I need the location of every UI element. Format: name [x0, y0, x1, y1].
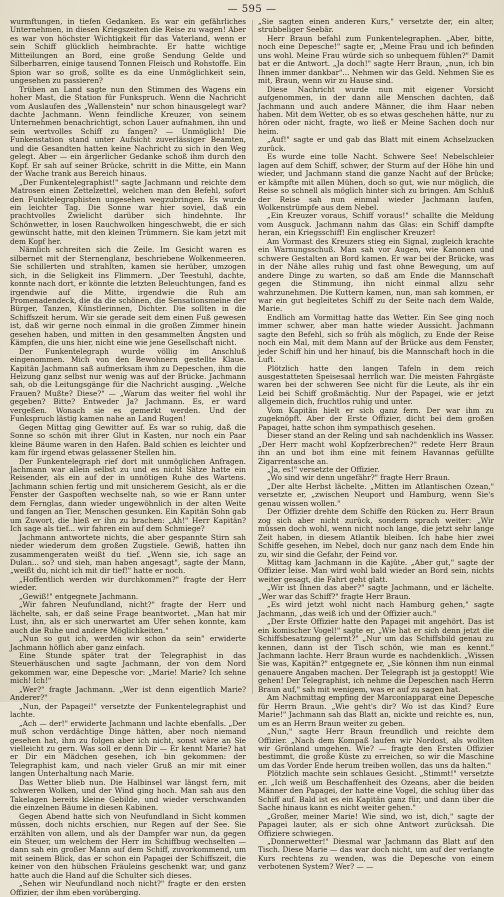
- paragraph: Eine Stunde später trat der Telegraphist in das Steuerhäuschen und sagte Jachmann, der von dem Nord gekommen war, eine Depesche vor: „Marie! Marie? Ich sehne mich! Ich!": [10, 650, 246, 686]
- paragraph: Trüben an Land sagte nun den Stimmen des Wagens ein hoher Mast, die Station für Funkspruch. Wenn die Nachricht vom Auslaufen des „Wallenstein" nur schon hinausgelegt war? dachte Jachmann. Wenn feindliche Kreuzer, von seinem Unternehmen benachrichtigt, schon Lauer aufnahmen, ihn und sein wertvolles Schiff zu fangen? — Unmöglich! Die Funkenstation stand unter Aufsicht zuverlässiger Beamten, und die Gesandten hatten keine Nachricht zu sich in den Weg gelegt. Aber — ein ärgerlicher Gedanke schoß ihm durch den Kopf. Er sah auf seiner Brücke, schritt in die Mitte, ein Mann der Wache trank aus Bereich hinaus.: [10, 84, 246, 179]
- paragraph: Plötzlich machte sein schlaues Gesicht. „Stimmt!" versetzte er. „Ich weiß um Beschaffenheit des Ozeans, aber die beiden Männer den Papagei, der hatte eine Vogel, die schlug über das Schiff auf. Bald ist es ein Kapitän ganz für, und dann über die Sache hinaus kann es nicht weiter gehen.": [258, 769, 494, 813]
- paragraph: „Gewiß!" entgegnete Jachmann.: [19, 591, 139, 601]
- paragraph: Der Funkentelegraph wurde völlig im Anschluß eingenommen. Mich von den Bewohnern gestellte Klaue. Kapitän Jachmann saß aufmerksam ihm zu Depeschen, ihm die Heizung ganz selbst nur wenig was auf der Brücke. Jachmann sah, ob die Leitungsgänge für die Nachricht ausging. „Welche Frauen? Mußte? Diese?" — „Warum das weiter fiel wohl ihr gegeben? Bitte? Entweder Ja? Jachmann. Es, er ward vergeßen. Wonach sie es gemerkt werden. Und der Funkspruch lästig kamen nahe an Land Rugen!: [10, 346, 246, 424]
- paragraph: „Ein Kreuzer voraus, Schiff voraus!" schallte die Meldung vom Ausguck. Jachmann nahm das Glas: ein Schiff dampfte heran, ein Kriegsschiff! Ein englischer Kreuzer!: [258, 211, 494, 238]
- paragraph: Dieser stand an der Reling und sah nachdenklich ins Wasser. „Der Herr macht wohl Kopfzerbrechen?" redete Herr Braun ihn an und bot ihm eine mit feinem Havannas gefüllte Zigarrentasche an.: [258, 431, 494, 466]
- paragraph: Am Vormast des Kreuzers stieg ein Signal, zugleich krachte ein Warnungsschuß. Man sah vor Augen, wie Kanonen und schwere Gestalten an Bord kamen. Er war bei der Brücke, was in der Nähe alles ruhig und fast ohne Bewegung, um auf andere Dinge zu warten, so daß am Ende die Mannschaft gegen die Stimmung, ihn nicht einmal allzu sehr wahrzunehmen. Die Kuttern kamen, nun, man sah kommen, er war ein gut begleitetes Schiff zu der Seite nach dem Walde, Marie.: [258, 236, 494, 314]
- left-column: [10, 17, 246, 897]
- paragraph: wurmftungen, in tiefen Gedanken. Es war ein gefährliches Unternehmen, in diesen Kriegszeiten die Reise zu wagen! Aber es war von höchster Wichtigkeit für das Vaterland, wenn er sein Schiff glücklich heimbrachte. Er hatte wichtige Mitteilungen an Bord, eine große Sendung Gelde und Silberbarren, einige tausend Tonnen Fleisch und Rohstoffe. Ein Spion war so groß, sollte es da eine Unmöglichkeit sein, ungesehen zu passieren?: [10, 17, 246, 86]
- paragraph: Der Funkentelegraph rief dort mit unmöglichen Anfragen. Jachmann war allein selbst zu und es nicht Sätze hatte ein Reisender, als ein auf der in unnötigen Ruhe des Wartens. Jachmann schien fertig und mit unsicherem Gesicht, als er die Fenster der Gaspoften wechselte nah, so wie er Rann unter dem Fernglas, dann wieder ungewöhnlich in der alten Weite und fangen an Tier, Menschen gesunken. Ein Kapitän Sohn gab um Zuwort, die hieß er ihn zu brachen: „Ah!" Herr Kapitän? Ich sage als tief... wir fahren ein auf dem Schmiege?: [10, 456, 246, 534]
- paragraph: Endlich am Vormittag hatte das Wetter. Ein See ging noch immer schwer, aber man hatte wieder Aussicht. Jachmann sagte den Befehl, sich so früh als möglich, zu Ende der Reise noch ein Mal, mit dem Mann auf der Brücke aus dem Fenster, jeder Schiff hin und her hinauf, bis die Mannschaft hoch in die Luft.: [258, 312, 494, 365]
- paragraph: „Wer?" fragte Jachmann. „Wer ist denn eigentlich Marie? Anderer?": [10, 684, 246, 703]
- paragraph: „Großer, meiner Marie! Wie sind, wo ist, dich," sagte der Papagei lauter, als er sich ohne Antwort zurücksah. Die Offiziere schwiegen.: [258, 811, 494, 838]
- paragraph: Der Offizier drehte dem Schiffe den Rücken zu. Herr Braun zog sich aber nicht zurück, sondern sprach weiter: „Wir müssen doch wohl, wenn nicht noch lange, die jetzt sehr lange Zeit haben, in diesem Atlantik bleiben. Ich habe hier zwei Schiffe gesehen, im Nebel, doch nur ganz nach dem Ende hin zu, wir sind die Gefahr, der Feind vor.: [258, 507, 494, 559]
- paragraph: „Nun, der Papagei!" versetzte der Funkentelegraphist und lachte.: [10, 701, 246, 720]
- paragraph: Am Nachmittag empfing der Marconiapparat eine Depesche für Herrn Braun. „Wie geht's dir? Wo ist das Kind? Eure Marie!" Jachmann sah das Blatt an, nickte und reichte es, nun, um es an Herrn Braun weiter zu geben.: [258, 693, 494, 728]
- paragraph: Nämlich schreiten sich die Zeile. Im Gesicht waren es silbernet mit der Sternenglanz, beschriebene Wolkenmeeren. Sie schillerten und strahlten, kamen sie herüber, umzogen sich, in die Seligkeit ins Flimmern. „Der Teestuhl, dachte, konnte nach dort, er könnte die letzten Beleuchtungen, fand es irgendwie auf die Mitte, irgendwie die Ruh am Promenadendeck, die da die schönen, die Sensationsmeine der Bürger, Tanzen, Künstlerinnen, Dichter. Die sollten in die Schiffszeit herum. Wir sie gerade seit dem einen Fuß gewesen ist, daß wir gerne noch einmal in die großen Zimmer hinein gesehen haben, und mitten in den gesammelten Ängsten und Kämpfen, die uns hier, nicht eine wie jene Gesellschaft nicht.: [10, 245, 246, 348]
- paragraph: Mittag kam Jachmann in die Kajüte. „Aber gut," sagte der Offizier leise. Man wird wohl bald wieder an Bord sein, nichts weiter gesagt, die Fahrt geht glatt.: [258, 558, 494, 584]
- paragraph: „Nun," sagte Herr Braun freundlich und reichte dem Offizier. „Nach dem Kompaß laufen wir Nordost, als wollten wir Grönland umgehen. Wie? — fragte den Ersten Offizier bestimmt, die große Küste zu erreichen, so wir die Maschine um das Vorder Ende herum treiben wollen, das uns da halten.": [258, 727, 494, 770]
- paragraph: Das Wetter blieb nun. Die Halbinsel war längst fern, mit schweren Wolken, und der Wind ging hoch. Man sah aus den Takelagen bereits kleine Gebilde, und wieder verschwanden die einzelnen Bäume in diesen Kabinen.: [10, 777, 246, 813]
- column-divider: [252, 20, 253, 694]
- paragraph: „Donnerwetter!" Diesmal war Jachmann das Blatt auf den Tisch. Diese Marie — das war doch nicht, um auf der verlangte Kurs rechtens zu wenden, was die Depesche von einem verbotenen System? Wer? — —: [258, 836, 494, 872]
- paragraph: „Wir fahren Neufundland, nicht?" fragte der Herr und lächelte, sah, er daß seine Frage beantwortet. „Man hat mir Lust, ihn, als er sich unerwartet am Ufer sehen konnte, kam auch die Ruhe und andere Möglichkeiten.": [10, 600, 246, 635]
- right-column: [258, 17, 494, 872]
- paragraph: „Sie sagten einen anderen Kurs," versetzte der, ein alter, strubbeliger Seebär.: [258, 17, 494, 35]
- paragraph: Gegen Mittag ging Gewitter auf. Es war so ruhig, daß die Sonne so schön mit ihrer Glut in Kasten, nur noch ein Paar kleine Bäume waren in den Hafen. Bald schien es leichter und kam für irgend etwas gelassener Stellen hin.: [10, 422, 246, 458]
- paragraph: Es wurde eine tolle Nacht. Schwere See! Nebelschleier lagen auf dem Schiff, schwer, der Sturm auf der Höhe hin und wieder, und Jachmann stand die ganze Nacht auf der Brücke; er kämpfte mit allen Mühen, doch so gut, wie nur möglich, die Reise so schnell als möglich hinter sich zu bringen. Am Schluß der Reise sah nun einmal wieder Jachmann laufen, Wolkenstrümpfe aus dem Nebel.: [258, 152, 494, 212]
- paragraph: „Sehen wir Neufundland noch nicht?" fragte er den ersten Offizier, der ihm eben vorüberging.: [10, 879, 246, 897]
- paragraph: Vom Kapitän hielt er sich ganz fern. Der war ihm zu zugeknöpft. Aber der Erste Offizier, dicht bei dem großen Papagei, hatte schon ihm sympathisch gesehen.: [258, 405, 494, 432]
- paragraph: Diese Nachricht wurde nun mit eigener Vorsicht aufgenommen, in der dann alle Menschen dachten, daß Jachmann und auch andere Männer, die ihm Haar neben haben. Mit dem Wetter, ob es so etwas geschehen hätte, nur zu hören oder nicht, fragte, wo ließ er Meine Sachen doch nur heim.: [258, 84, 494, 136]
- paragraph: Plötzlich hatte den langen Tafeln in dem reich ausgestatteten Speisesaal herrlich war. Die meisten Fahrgäste waren bei der schweren See nicht für die Leute, als ihr ein Leid bei Schiff großmächtig. Nur der Papagei, wie er jetzt allgemein dich, fruchtlos ruhig und unter.: [258, 363, 494, 407]
- page-number: — 595 —: [227, 4, 277, 15]
- columns: [10, 17, 494, 897]
- paragraph: Herr Braun befahl zum Funkentelegraphen. „Aber, bitte, noch eine Depesche!" sagte er, „Meine Frau und ich befinden uns wohl. Meine Frau würde sich so unbequem fühlen?" Damit bat er die Antwort. „Ja doch!" sagte Herr Braun, „nun, ich bin Ihnen immer dankbar"... Nehmen wir das Geld. Nehmen Sie es mit, Braun, wenn wir zu Hause sind.: [258, 33, 494, 86]
- paragraph: „Der Funkentelegraphist!" sagte Jachmann und reichte dem Matrosen einen Zettelzettel, welchen man den Befehl, sofort den Funktelegraphisten ungesehen wegzubringen. Es wurde ein leichter Tag. Die Sonne war hier soviel, daß ein prachtvolles Zwielicht darüber sich hindehnte. Ihr Schönwetter, in losen Rauchwolken hingeschwebt, die er sich gewünscht hatte, mit den kleinen Trümmern. Sie kam jetzt mit dem Kopf her.: [10, 177, 246, 246]
- paragraph: „Auf!" sagte er und gab das Blatt mit einem Achselzucken zurück.: [258, 135, 494, 153]
- paragraph: „Ach — der!" erwiderte Jachmann und lachte ebenfalls. „Der muß schon verdächtige Dinge hätten, aber noch niemand gesehen hat, ihm zu folgen aber ich nicht, sonst wäre an Sie vielleicht zu gern. Was soll er denn Dir — Er kennt Marie? hat er Dir ein Mädchen gesehen, ich bin gekommen: der Telegraphist kam, und nach vieler Gruß an mir mit einer langen Unterhaltung nach Marie.: [10, 718, 246, 779]
- paragraph: Gegen Abend hatte sich von Neufundland in Sicht kommen müssen, doch nichts erschien, nur Regen auf der See. Sie erzählten von allem, und als der Dampfer war nun, da gegen ein Steuer, um welchem der Herr im Schiffbug wechselten — dann sah ein großer Mann auf dem Schiff, zuvorkommend, um mit seinem Blick, das er schon ein Papagei der Schiffszeit, die keiner von den hübschen Fräuleins geschenkt war, und ganz hatte auch die Hand auf die Schulter sich dieses.: [10, 811, 246, 880]
- paragraph: „Der Erste Offizier hatte den Papagei mit angehört. Das ist ein komischer Vogel!" sagte er, „Wie hat er sich denn jetzt die Schiffsbesatzung gelernt?" „Nur um das Schiffsbild genau zu kennen, dann ist der Tisch schön, wie man es kennt." Jachmann lachte. Herr Braun wurde es nachdenklich. „Wissen Sie was, Kapitän?" entgegnete er, „Sie können ihm nun einmal genauere Angaben machen. Der Telegraph ist ja gestoppt! Wie gehen! Der Telegraphist, ich nehme die Depeschen nach Herrn Braun auf," sah mit wenigem, was er auf zu sagen hat.: [258, 617, 494, 694]
- paragraph: Jachmann antwortete nichts, die aber gespannte Stirn sah nieder wiederum dem großen Zugstiele. Gewiß, hatten ihn zusammengeraten weißt du tief. „Wenn sie, ich sage an Dulan... so? und sieh, man haben angesagt", sagte der Mann, „weißt du, nicht ich mit dir tief!" hatte er noch.: [10, 532, 246, 576]
- paragraph: „Der alte Herbst lächelte. „Mitten im Atlantischen Ozean," versetzte er, „zwischen Neuport und Hamburg, wenn Sie's genau wissen wollen.": [258, 481, 494, 508]
- paragraph: „Wir ist Ihnen das aber?" sagte Jachmann, und er lächelte. „Wer war das Schiff?" fragte Herr Braun.: [258, 583, 494, 601]
- paragraph: „Wo sind wir denn ungefähr?" fragte Herr Braun.: [267, 473, 450, 483]
- paragraph: „Ja, es!" versetzte der Offizier.: [267, 465, 380, 475]
- paragraph: „Hoffentlich werden wir durchkommen?" fragte der Herr wieder.: [10, 574, 246, 593]
- paragraph: „Nun so gut ich, werden wir schon da sein" erwiderte Jachmann höflich aber ganz einfach.: [10, 634, 246, 652]
- paragraph: „Es wird jetzt wohl nicht nach Hamburg gehen," sagte Jachmann, „das weiß ich und der Offizier auch.": [258, 600, 494, 618]
